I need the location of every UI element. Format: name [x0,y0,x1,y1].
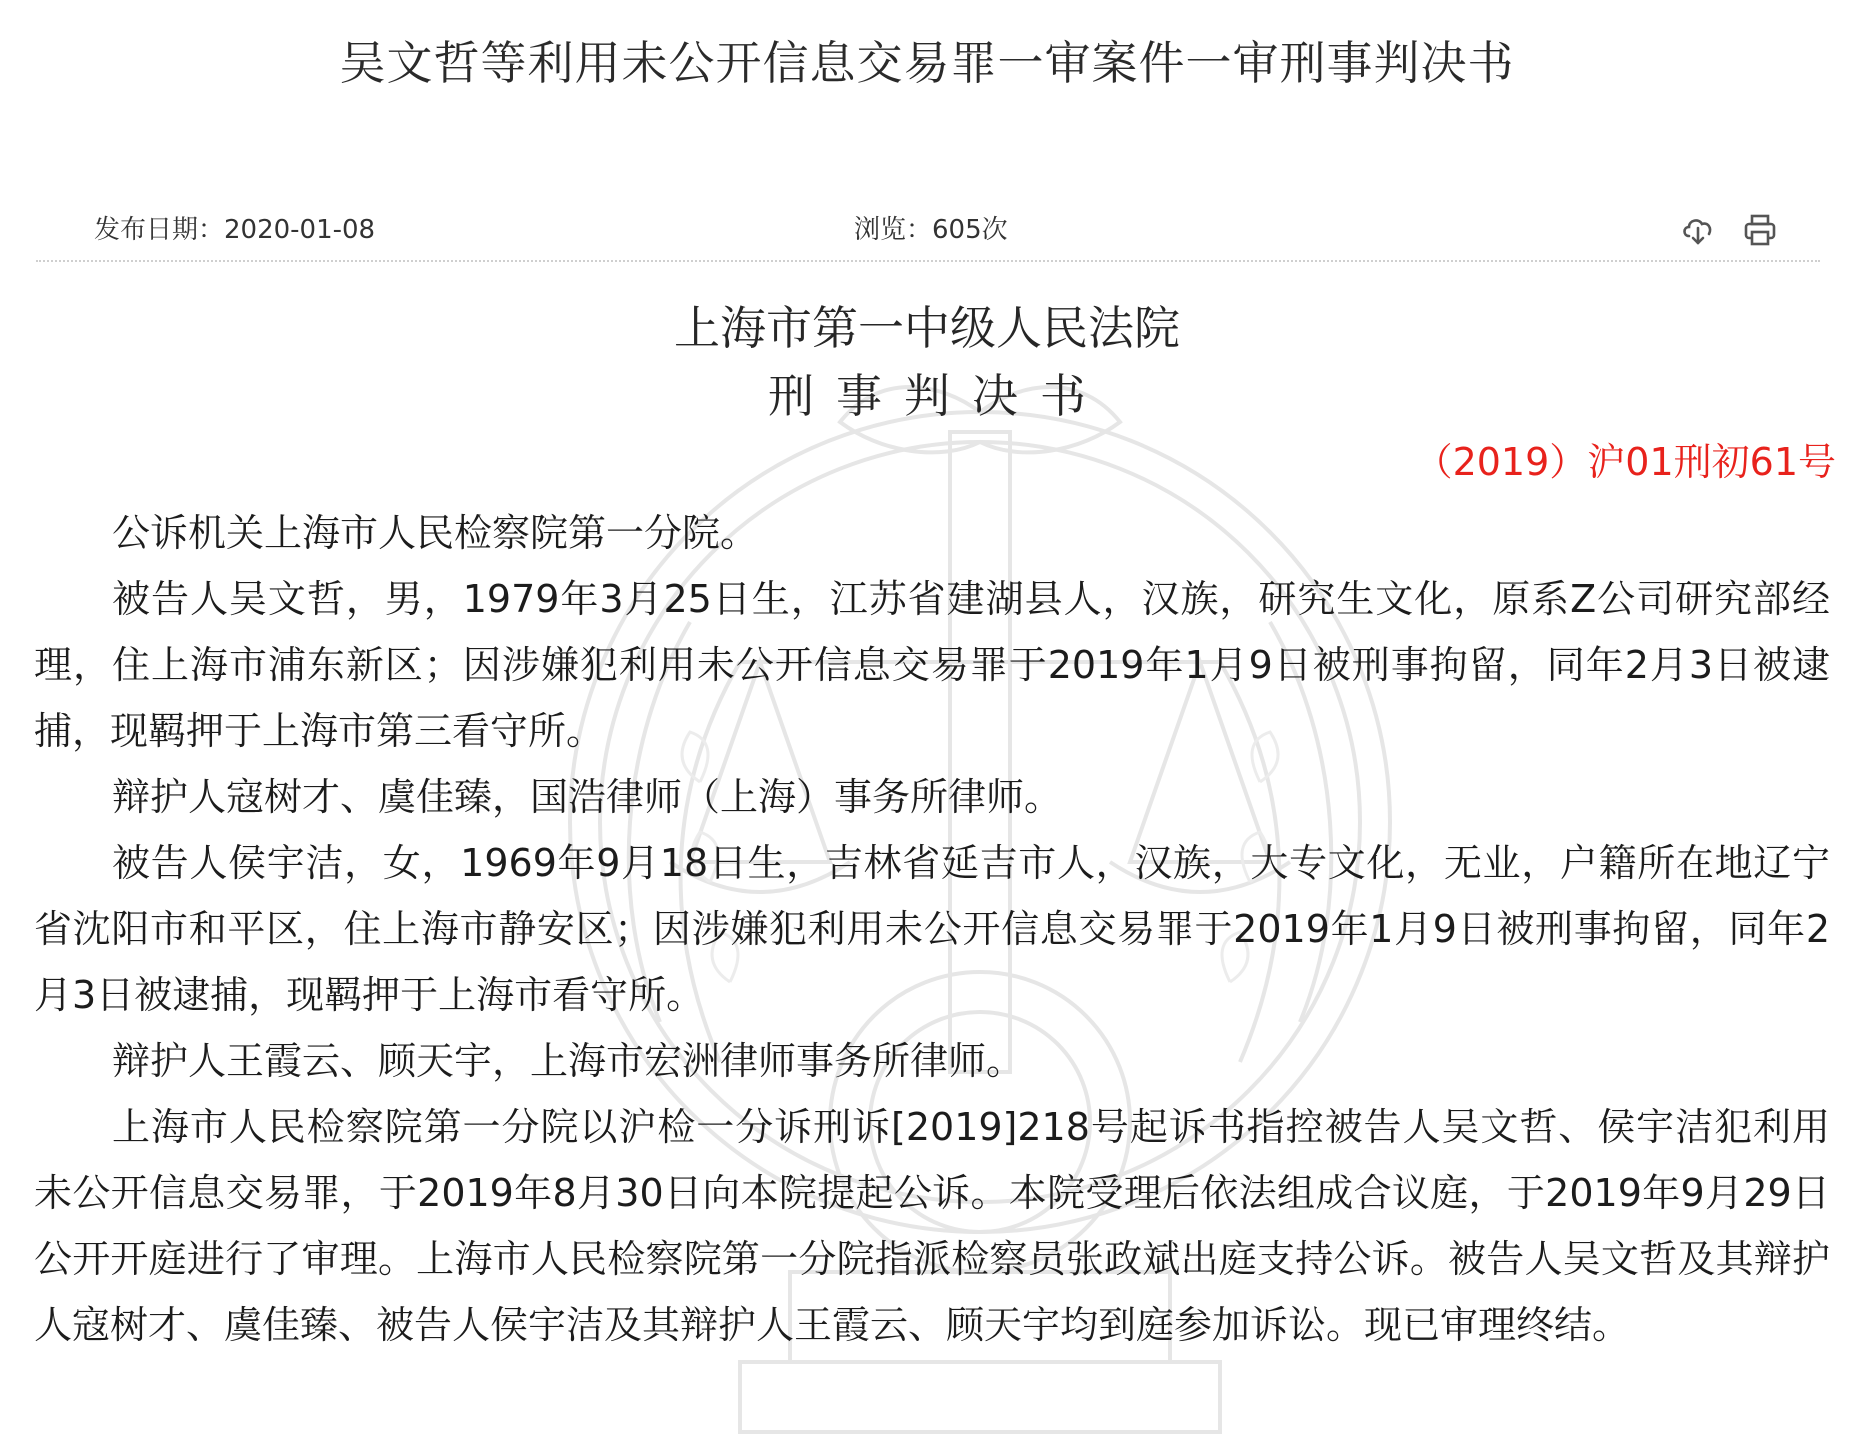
paragraph-procedure: 上海市人民检察院第一分院以沪检一分诉刑诉[2019]218号起诉书指控被告人吴文哲、侯宇洁犯利用未公开信息交易罪，于2019年8月30日向本院提起公诉。本院受理后依法组成合议庭，于2019年9月29日公开开庭进行了审理。上海市人民检察院第一分院指派检察员张政斌出庭支持公诉。被告人吴文哲及其辩护人寇树才、虞佳臻、被告人侯宇洁及其辩护人王霞云、顾天宇均到庭参加诉讼。现已审理终结。 [34,1105,1830,1347]
document-type: 刑事判决书 [768,369,1108,423]
printer-icon[interactable] [1740,210,1780,250]
paragraph-defense-counsel-2: 辩护人王霞云、顾天宇，上海市宏洲律师事务所律师。 [112,1039,1025,1083]
court-name: 上海市第一中级人民法院 [674,301,1180,355]
paragraph-defense-counsel-1: 辩护人寇树才、虞佳臻，国浩律师（上海）事务所律师。 [112,775,1063,819]
action-buttons [1678,206,1780,254]
paragraph-defendant-1: 被告人吴文哲，男，1979年3月25日生，江苏省建湖县人，汉族，研究生文化，原系Z公司研究部经理，住上海市浦东新区；因涉嫌犯利用未公开信息交易罪于2019年1月9日被刑事拘留，同年2月3日被逮捕，现羁押于上海市第三看守所。 [34,577,1830,753]
paragraph-prosecutor: 公诉机关上海市人民检察院第一分院。 [112,511,759,555]
view-count: 浏览：605次 [854,215,1008,245]
meta-bar [36,206,1820,262]
page-title: 吴文哲等利用未公开信息交易罪一审案件一审刑事判决书 [339,36,1515,90]
download-cloud-icon[interactable] [1678,210,1718,250]
paragraph-defendant-2: 被告人侯宇洁，女，1969年9月18日生，吉林省延吉市人，汉族，大专文化，无业，户籍所在地辽宁省沈阳市和平区，住上海市静安区；因涉嫌犯利用未公开信息交易罪于2019年1月9日被刑事拘留，同年2月3日被逮捕，现羁押于上海市看守所。 [34,841,1830,1017]
judgment-body [34,500,1830,1358]
publish-date: 发布日期：2020-01-08 [94,215,376,245]
case-number: （2019）沪01刑初61号 [1414,440,1836,484]
